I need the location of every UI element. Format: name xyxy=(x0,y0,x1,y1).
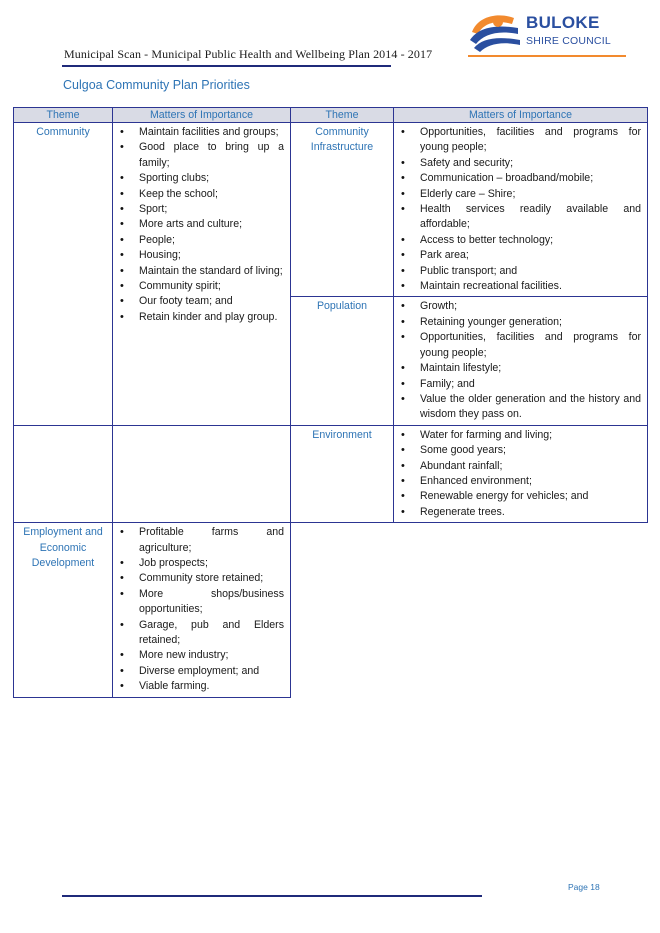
list-item: • Renewable energy for vehicles; and xyxy=(398,489,641,504)
matters-cell xyxy=(113,523,291,697)
council-logo xyxy=(468,10,626,60)
list-item: • Maintain recreational facilities. xyxy=(398,279,641,294)
column-header: Theme xyxy=(291,108,394,123)
list-item: • Value the older generation and the history and wisdom they pass on. xyxy=(398,392,641,423)
list-item: • Job prospects; xyxy=(117,556,284,571)
theme-cell: Environment xyxy=(291,425,394,522)
matters-cell xyxy=(113,425,291,522)
list-item: • Profitable farms and agriculture; xyxy=(117,525,284,556)
section-title: Culgoa Community Plan Priorities xyxy=(63,78,250,92)
matters-cell xyxy=(394,297,648,425)
table-row xyxy=(14,123,648,297)
list-item: • Diverse employment; and xyxy=(117,664,284,679)
logo-underline xyxy=(468,55,626,57)
list-item: • Communication – broadband/mobile; xyxy=(398,171,641,186)
priorities-table xyxy=(13,107,648,698)
list-item: • More arts and culture; xyxy=(117,217,284,232)
list-item: • Abundant rainfall; xyxy=(398,459,641,474)
list-item: • Our footy team; and xyxy=(117,294,284,309)
list-item: • Community store retained; xyxy=(117,571,284,586)
table-row xyxy=(14,523,648,697)
theme-cell: Population xyxy=(291,297,394,425)
logo-subtitle: SHIRE COUNCIL xyxy=(526,35,611,47)
theme-cell xyxy=(14,425,113,522)
document-header-title: Municipal Scan - Municipal Public Health and Wellbeing Plan 2014 - 2017 xyxy=(64,47,433,61)
matters-cell xyxy=(113,123,291,426)
list-item: • Access to better technology; xyxy=(398,233,641,248)
matters-list xyxy=(117,125,284,325)
list-item: • Housing; xyxy=(117,248,284,263)
list-item: • Elderly care – Shire; xyxy=(398,187,641,202)
header-rule xyxy=(62,65,391,67)
list-item: • Community spirit; xyxy=(117,279,284,294)
matters-list xyxy=(117,525,284,694)
matters-list xyxy=(398,125,641,294)
column-header: Matters of Importance xyxy=(394,108,648,123)
list-item: • Water for farming and living; xyxy=(398,428,641,443)
footer-rule xyxy=(62,895,482,897)
list-item: • Maintain the standard of living; xyxy=(117,264,284,279)
column-header: Matters of Importance xyxy=(113,108,291,123)
list-item: • Opportunities, facilities and programs for young people; xyxy=(398,125,641,156)
list-item: • Keep the school; xyxy=(117,187,284,202)
list-item: • Maintain facilities and groups; xyxy=(117,125,284,140)
list-item: • Health services readily available and affordable; xyxy=(398,202,641,233)
list-item: • Park area; xyxy=(398,248,641,263)
list-item: • Sporting clubs; xyxy=(117,171,284,186)
list-item: • Family; and xyxy=(398,377,641,392)
list-item: • Some good years; xyxy=(398,443,641,458)
logo-wordmark: BULOKE xyxy=(526,13,600,32)
matters-list xyxy=(398,428,641,520)
list-item: • Retain kinder and play group. xyxy=(117,310,284,325)
table-header-row xyxy=(14,108,648,123)
logo-emblem-icon xyxy=(468,10,524,54)
theme-cell: Community Infrastructure xyxy=(291,123,394,297)
list-item: • Maintain lifestyle; xyxy=(398,361,641,376)
column-header: Theme xyxy=(14,108,113,123)
list-item: • Sport; xyxy=(117,202,284,217)
list-item: • Enhanced environment; xyxy=(398,474,641,489)
matters-list xyxy=(398,299,641,422)
list-item: • Safety and security; xyxy=(398,156,641,171)
list-item: • Viable farming. xyxy=(117,679,284,694)
list-item: • Good place to bring up a family; xyxy=(117,140,284,171)
theme-cell: Employment and Economic Development xyxy=(14,523,113,697)
list-item: • Regenerate trees. xyxy=(398,505,641,520)
page-number: Page 18 xyxy=(568,882,600,892)
list-item: • Growth; xyxy=(398,299,641,314)
matters-cell xyxy=(394,123,648,297)
table-row xyxy=(14,425,648,520)
list-item: • Opportunities, facilities and programs for young people; xyxy=(398,330,641,361)
list-item: • Retaining younger generation; xyxy=(398,315,641,330)
list-item: • People; xyxy=(117,233,284,248)
theme-cell: Community xyxy=(14,123,113,426)
list-item: • More shops/business opportunities; xyxy=(117,587,284,618)
list-item: • Garage, pub and Elders retained; xyxy=(117,618,284,649)
list-item: • Public transport; and xyxy=(398,264,641,279)
list-item: • More new industry; xyxy=(117,648,284,663)
matters-cell xyxy=(394,425,648,522)
